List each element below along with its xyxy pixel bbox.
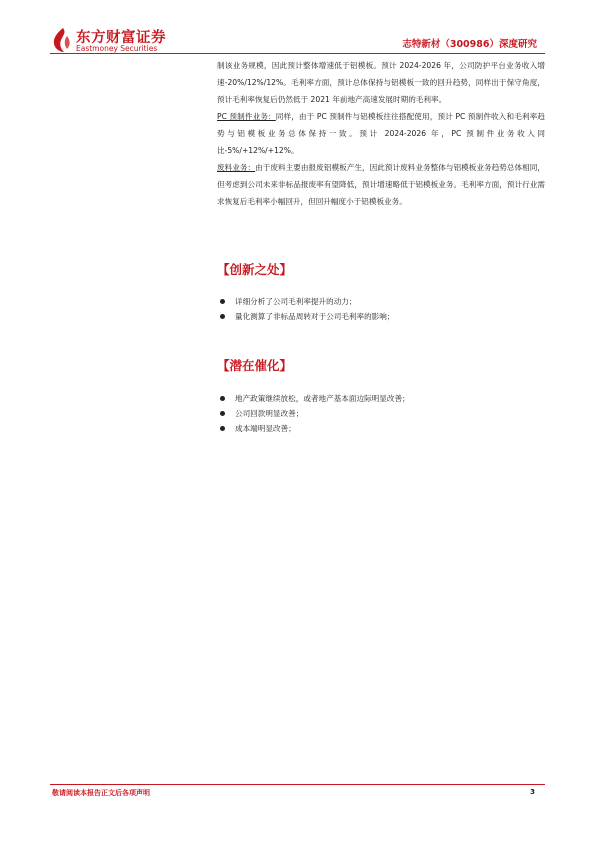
waste-text: 由于废料主要由报废铝模板产生，因此预计废料业务整体与铝模板业务趋势总体相同，但考虑到公司未来非标品报废率有望降低，预计增速略低于铝模板业务。毛利率方面，预计行业需求恢复后毛利率小幅回升，但回升幅度小于铝模板业务。 xyxy=(217,163,546,206)
list-item: 公司回款明显改善； xyxy=(217,406,410,421)
page-header xyxy=(0,0,595,60)
bullet-icon xyxy=(220,299,225,304)
page-number: 3 xyxy=(530,788,535,796)
report-title: 志特新材（300986）深度研究 xyxy=(402,39,537,50)
list-item: 详细分析了公司毛利率提升的动力； xyxy=(217,294,394,309)
footer-disclaimer: 敬请阅读本报告正文后各项声明 xyxy=(52,789,150,797)
bullet-icon xyxy=(220,314,225,319)
paragraph-pc-precast xyxy=(217,108,545,159)
header-divider xyxy=(50,53,545,54)
catalyst-heading: 【潜在催化】 xyxy=(217,358,293,373)
bullet-icon xyxy=(220,411,225,416)
bullet-icon xyxy=(220,426,225,431)
paragraph-protection-platform: 制该业务规模，因此预计整体增速低于铝模板。预计 2024-2026 年，公司防护平台业务收入增速-20%/12%/12%。毛利率方面，预计总体保持与铝模板一致的回升趋势，同样出于保守角度，预计毛利率恢复后仍然低于 2021 年前地产高速发展时期的毛利率。 xyxy=(217,61,545,104)
analysis-text xyxy=(217,57,545,210)
innovation-list xyxy=(217,294,394,324)
waste-label: 废料业务： xyxy=(217,163,256,172)
pc-precast-text: 同样，由于 PC 预制件与铝模板往往搭配使用，预计 PC 预制件收入和毛利率趋势与铝模板业务总体保持一致。预计 2024-2026 年，PC 预制件业务收入同比-5%/+12%/+12%。 xyxy=(217,112,545,155)
bullet-icon xyxy=(220,396,225,401)
paragraph-waste xyxy=(217,159,545,210)
footer-divider xyxy=(50,784,545,785)
logo-text-cn: 东方财富证券 xyxy=(76,30,166,46)
catalyst-list xyxy=(217,391,410,436)
brand-flame-icon xyxy=(52,27,72,53)
logo-text-en: Eastmoney Securities xyxy=(76,44,158,53)
pc-precast-label: PC 预制件业务： xyxy=(217,112,276,121)
list-item: 地产政策继续放松，或者地产基本面边际明显改善； xyxy=(217,391,410,406)
list-item: 量化测算了非标品周转对于公司毛利率的影响； xyxy=(217,309,394,324)
innovation-heading: 【创新之处】 xyxy=(217,262,293,277)
list-item: 成本端明显改善； xyxy=(217,421,410,436)
